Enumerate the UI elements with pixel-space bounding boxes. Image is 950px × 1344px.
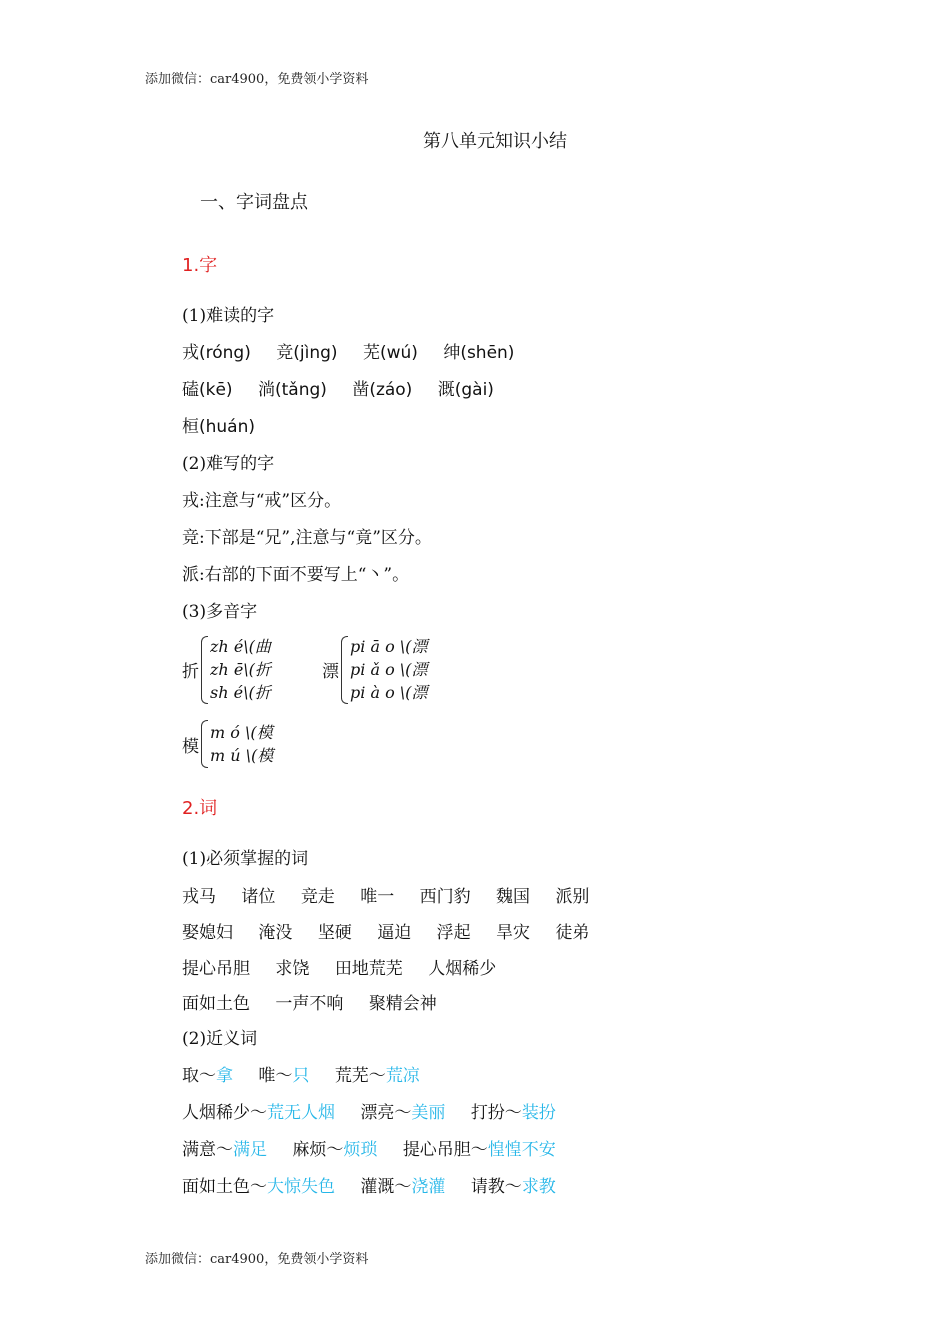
must-words-heading: (1)必须掌握的词 [182,849,309,869]
char: 绅 [443,343,461,363]
word: 淹没 [258,923,293,943]
polyphone-reading: m ó \(模 [210,723,273,742]
brace [201,636,208,704]
word-row [182,882,589,907]
page-title: 第八单元知识小结 [423,131,567,152]
write-note: 戎:注意与“戒”区分。 [182,491,342,511]
char: 竞 [276,343,294,363]
word: 戎马 [182,887,216,907]
synonym-answer: 浇灌 [411,1177,446,1197]
synonym-term: 打扮～ [470,1103,522,1123]
word: 娶媳妇 [182,923,233,943]
word: 魏国 [496,887,531,907]
pinyin: (kē) [199,380,233,400]
word: 人烟稀少 [428,959,497,979]
synonym-row [182,1098,556,1123]
pinyin: (jìng) [293,343,338,363]
header-note: 添加微信：car4900，免费领小学资料 [145,72,369,87]
char: 淌 [257,380,275,400]
pinyin: (wú) [379,343,418,363]
word: 派别 [555,887,590,907]
synonym-answer: 惶惶不安 [487,1140,556,1160]
polyphone-char: 漂 [322,662,339,682]
polyphone-reading: zh ē\(折 [210,660,271,679]
synonym-row [182,1172,556,1197]
pinyin: (gài) [454,380,494,400]
polyphone-reading: pi ǎ o \(漂 [350,660,428,679]
pinyin: (huán) [199,417,256,437]
polyphone-group [322,635,458,704]
char: 磕 [182,380,199,400]
synonym-answer: 荒无人烟 [267,1103,335,1123]
word: 面如土色 [182,994,250,1014]
subheading-words: 2.词 [182,798,218,819]
pinyin-row [182,375,494,400]
word: 竞走 [300,887,335,907]
pinyin: (záo) [369,380,413,400]
synonym-term: 麻烦～ [292,1140,344,1160]
synonym-term: 荒芜～ [334,1066,386,1086]
char: 溉 [437,380,455,400]
synonym-term: 满意～ [182,1140,233,1160]
word: 田地荒芜 [334,959,403,979]
brace [341,636,348,704]
write-note: 派:右部的下面不要写上“丶”。 [182,565,410,585]
synonym-answer: 求教 [521,1177,556,1197]
pinyin: (shēn) [460,343,515,363]
char: 戎 [182,343,199,363]
synonyms-heading: (2)近义词 [182,1029,258,1049]
section-heading: 一、字词盘点 [200,192,308,213]
difficult-write-heading: (2)难写的字 [182,454,275,474]
difficult-read-heading: (1)难读的字 [182,306,275,326]
polyphone-char: 折 [182,662,199,682]
synonym-answer: 美丽 [411,1103,446,1123]
polyphone-reading: zh é\(曲 [210,637,271,656]
synonym-term: 漂亮～ [360,1103,412,1123]
word: 聚精会神 [368,994,437,1014]
word-row [182,918,589,943]
synonym-row [182,1135,556,1160]
subheading-characters: 1.字 [182,255,218,276]
word: 提心吊胆 [182,959,250,979]
pinyin-row [182,338,514,363]
footer-note: 添加微信：car4900，免费领小学资料 [145,1252,369,1267]
synonym-answer: 大惊失色 [267,1177,335,1197]
word: 浮起 [436,923,471,943]
pinyin-row [182,412,255,437]
char: 凿 [352,380,370,400]
polyphone-char: 模 [182,736,199,757]
synonym-term: 灌溉～ [360,1177,412,1197]
char: 桓 [182,417,199,437]
polyphone-reading: sh é\(折 [210,683,271,702]
polyphone-group [182,635,280,704]
word: 徒弟 [555,923,590,943]
word: 诸位 [241,887,276,907]
synonym-term: 提心吊胆～ [402,1140,488,1160]
word-row [182,989,437,1014]
polyphone-reading: m ú \(模 [210,746,274,765]
word: 西门豹 [419,887,471,907]
synonym-term: 请教～ [470,1177,522,1197]
word: 旱灾 [496,923,531,943]
word: 唯一 [360,887,395,907]
synonym-row [182,1061,420,1086]
brace [201,720,208,768]
word: 坚硬 [317,923,352,943]
synonym-answer: 荒凉 [385,1066,420,1086]
pinyin: (róng) [199,343,251,363]
synonym-term: 面如土色～ [182,1177,267,1197]
synonym-answer: 烦琐 [343,1140,378,1160]
word: 求饶 [275,959,310,979]
polyphone-group [182,720,280,768]
polyphone-reading: pi ā o \(漂 [350,637,428,656]
word: 一声不响 [275,994,344,1014]
word-row [182,954,496,979]
synonym-answer: 只 [292,1066,310,1086]
word: 逼迫 [377,923,412,943]
polyphone-heading: (3)多音字 [182,602,258,622]
synonym-term: 人烟稀少～ [182,1103,267,1123]
synonym-answer: 满足 [233,1140,267,1160]
synonym-term: 唯～ [258,1066,293,1086]
synonym-answer: 拿 [216,1066,233,1086]
write-note: 竞:下部是“兄”,注意与“竟”区分。 [182,528,432,548]
char: 芜 [362,343,380,363]
synonym-term: 取～ [182,1066,216,1086]
synonym-answer: 装扮 [521,1103,556,1123]
polyphone-reading: pi à o \(漂 [350,683,428,702]
pinyin: (tǎng) [274,380,327,400]
